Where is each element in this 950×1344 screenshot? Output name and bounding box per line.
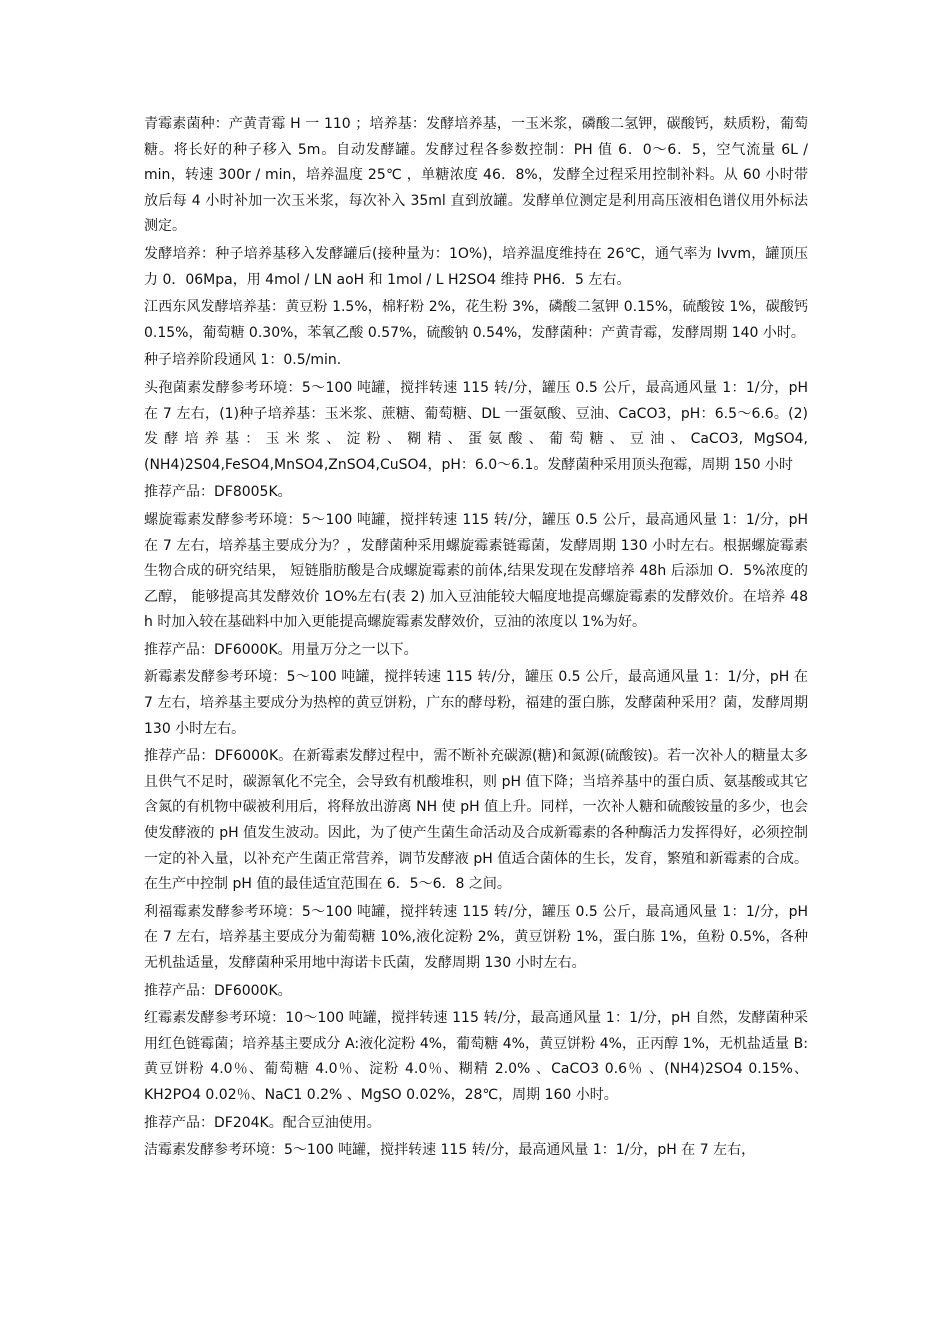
paragraph-spiramycin: 螺旋霉素发酵参考环境：5～100 吨罐，搅拌转速 115 转/分，罐压 0.5 公斤，最高通风量 1：1/分，pH 在 7 左右，培养基主要成分为？，发酵菌种采用螺旋霉素链霉菌，发酵周期 130 小时左右。根据螺旋霉素生物合成的研究结果， 短链脂肪酸是合成螺旋霉素的前体,结果发现在发酵培养 48h 后添加 O．5%浓度的乙醇， 能够提高其发酵效价 1O%左右(表 2) 加入豆油能较大幅度地提高螺旋霉素的发酵效价。在培养 48 h 时加入较在基础料中加入更能提高螺旋霉素发酵效价，豆油的浓度以 1%为好。 xyxy=(144,511,808,631)
paragraph-seed-aeration: 种子培养阶段通风 1：0.5/min. xyxy=(144,352,342,369)
paragraph-jiangxi-medium: 江西东风发酵培养基：黄豆粉 1.5%，棉籽粉 2%，花生粉 3%，磷酸二氢钾 0.15%，硫酸铵 1%，碳酸钙 0.15%，葡萄糖 0.30%，苯氧乙酸 0.57%，硫酸钠 0.54%，发酵菌种：产黄青霉，发酵周期 140 小时。 xyxy=(144,299,808,341)
paragraph-fermentation-culture: 发酵培养：种子培养基移入发酵罐后(接种量为：1O%)，培养温度维持在 26℃，通气率为 Ivvm，罐顶压力 0．06Mpa，用 4mol / LN aoH 和 1mol / L H2SO4 维持 PH6．5 左右。 xyxy=(144,245,808,288)
paragraph-penicillin-strain: 青霉素菌种：产黄青霉 H 一 110 ；培养基：发酵培养基，一玉米浆，磷酸二氢钾，碳酸钙，麸质粉，葡萄糖。将长好的种子移入 5m。自动发酵罐。发酵过程各参数控制：PH 值 6．0～6．5，空气流量 6L / min，转速 300r / min，培养温度 25℃ ，单糖浓度 46．8%，发酵全过程采用控制补料。从 60 小时带放后每 4 小时补加一次玉米浆，每次补入 35ml 直到放罐。发酵单位测定是利用高压液相色谱仪用外标法测定。 xyxy=(144,116,808,235)
paragraph-recommend-df6000k-neomycin: 推荐产品：DF6000K。在新霉素发酵过程中，需不断补充碳源(糖)和氮源(硫酸铵)。若一次补人的糖量太多且供气不足时，碳源氧化不完全，会导致有机酸堆积，则 pH 值下降；当培养基中的蛋白质、氨基酸或其它含氮的有机物中碳被利用后，将释放出游离 NH 使 pH 值上升。同样，一次补人糖和硫酸铵量的多少，也会使发酵液的 pH 值发生波动。因此，为了使产生菌生命活动及合成新霉素的各种酶活力发挥得好，必须控制一定的补入量，以补充产生菌正常营养，调节发酵液 pH 值适合菌体的生长，发育，繁殖和新霉素的合成。在生产中控制 pH 值的最佳适宜范围在 6．5～6．8 之间。 xyxy=(144,748,808,893)
paragraph-recommend-df8005k: 推荐产品：DF8005K。 xyxy=(144,484,292,501)
paragraph-lincomycin: 洁霉素发酵参考环境：5～100 吨罐，搅拌转速 115 转/分，最高通风量 1：1/分，pH 在 7 左右， xyxy=(144,1142,756,1159)
paragraph-recommend-df6000k: 推荐产品：DF6000K。 xyxy=(144,982,292,999)
paragraph-rifamycin: 利福霉素发酵参考环境：5～100 吨罐，搅拌转速 115 转/分，罐压 0.5 公斤，最高通风量 1：1/分，pH 在 7 左右，培养基主要成分为葡萄糖 10%,液化淀粉 2%，黄豆饼粉 1%，蛋白胨 1%，鱼粉 0.5%，各种无机盐适量，发酵菌种采用地中海诺卡氏菌，发酵周期 130 小时左右。 xyxy=(144,903,808,971)
document-body xyxy=(144,112,808,1166)
paragraph-recommend-df6000k-dosage: 推荐产品：DF6000K。用量万分之一以下。 xyxy=(144,641,418,658)
paragraph-neomycin: 新霉素发酵参考环境：5～100 吨罐，搅拌转速 115 转/分，罐压 0.5 公斤，最高通风量 1：1/分，pH 在 7 左右，培养基主要成分为热榨的黄豆饼粉，广东的酵母粉，福建的蛋白胨，发酵菌种采用？菌，发酵周期 130 小时左右。 xyxy=(144,669,808,737)
paragraph-erythromycin: 红霉素发酵参考环境：10～100 吨罐，搅拌转速 115 转/分，最高通风量 1：1/分，pH 自然，发酵菌种采用红色链霉菌；培养基主要成分 A:液化淀粉 4%，葡萄糖 4%，黄豆饼粉 4%，正丙醇 1%，无机盐适量 B:黄豆饼粉 4.0％、葡萄糖 4.0％、淀粉 4.0％、糊精 2.0% 、CaCO3 0.6％ 、(NH4)2SO4 0.15%、KH2PO4 0.02％、NaC1 0.2% 、MgSO 0.02%，28℃，周期 160 小时。 xyxy=(144,1010,808,1103)
paragraph-recommend-df204k: 推荐产品：DF204K。配合豆油使用。 xyxy=(144,1114,381,1131)
paragraph-cephalosporin: 头孢菌素发酵参考环境：5～100 吨罐，搅拌转速 115 转/分，罐压 0.5 公斤，最高通风量 1：1/分，pH 在 7 左右，(1)种子培养基：玉米浆、蔗糖、葡萄糖、DL 一蛋氨酸、豆油、CaCO3，pH：6.5～6.6。(2)发酵培养基：玉米浆、淀粉、糊精、蛋氨酸、葡萄糖、豆油、CaCO3, MgSO4,(NH4)2S04,FeSO4,MnSO4,ZnSO4,CuSO4，pH：6.0～6.1。发酵菌种采用顶头孢霉，周期 150 小时 xyxy=(144,379,808,473)
